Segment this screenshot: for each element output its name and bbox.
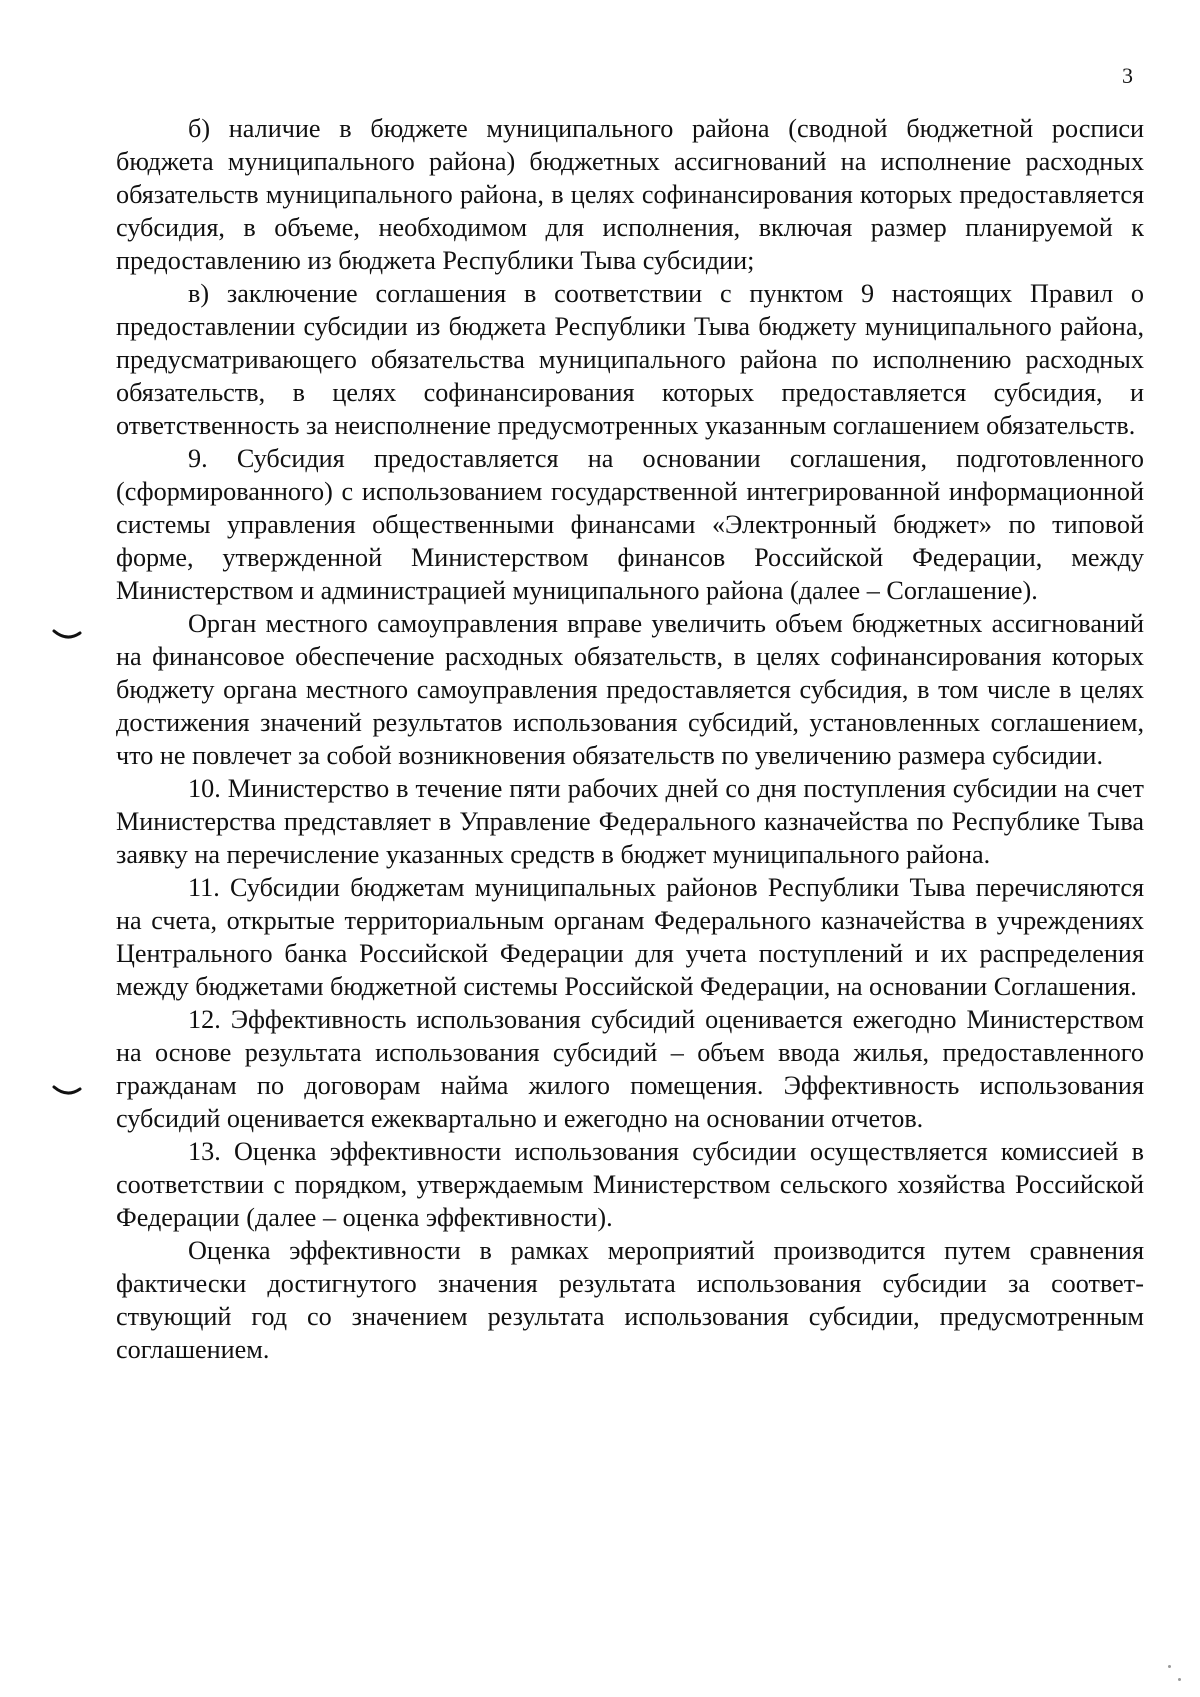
paragraph-9: 9. Субсидия предоставляется на основании соглашения, подготовленного (сформированного) с использованием государственной интегрированной информационной системы управления общественными финансами «Электронный бюджет» по типовой форме, утвержденной Министерством финансов Российской Федерации, между Министерством и администрацией муниципального района (далее – Соглашение).	[116, 444, 1144, 605]
scan-speck	[1178, 1678, 1181, 1681]
paragraph-8v: в) заключение соглашения в соответствии с пунктом 9 настоящих Правил о предоставлении субсидии из бюджета Республики Тыва бюджету муниципального района, предусматривающего обязательства муниципального района по исполнению расходных обязательств, в целях софинансирования которых предоставляется субсидия, и ответственность за неисполнение предусмотренных указанным соглашением обязательств.	[116, 279, 1144, 440]
paragraph-11: 11. Субсидии бюджетам муниципальных районов Республики Тыва перечисляются на счета, открытые территориальным органам Федерального казначейства в учреждениях Центрального банка Российской Федерации для учета поступлений и их распределения между бюджетами бюджетной системы Российской Федерации, на основании Соглашения.	[116, 873, 1144, 1001]
paragraph-8b: б) наличие в бюджете муниципального района (сводной бюджетной росписи бюджета муниципального района) бюджетных ассигнований на исполнение расходных обязательств муниципального района, в целях софинансирования которых предоставляется субсидия, в объеме, необходимом для исполнения, включая размер планируемой к предоставлению из бюджета Республики Тыва субсидии;	[116, 114, 1144, 275]
page-number: 3	[1122, 63, 1133, 88]
paragraph-13-evaluation: Оценка эффективности в рамках мероприятий производится путем сравнения фактически достигнутого значения результата использования субсидии за соответствующий год со значением результата использования субсидии, предусмотренным соглашением.	[116, 1236, 1144, 1364]
paragraph-10: 10. Министерство в течение пяти рабочих дней со дня поступления субсидии на счет Министерства представляет в Управление Федерального казначейства по Республике Тыва заявку на перечисление указанных средств в бюджет муниципального района.	[116, 774, 1144, 869]
hole-punch-mark-icon	[52, 628, 82, 642]
scan-speck	[1168, 1665, 1171, 1668]
paragraph-13: 13. Оценка эффективности использования субсидии осуществляется комиссией в соответствии с порядком, утверждаемым Министерством сельского хозяйства Российской Федерации (далее – оценка эффективности).	[116, 1137, 1144, 1232]
document-body	[116, 112, 1144, 1366]
hole-punch-mark-icon	[52, 1084, 82, 1098]
paragraph-9-local-authority: Орган местного самоуправления вправе увеличить объем бюджетных ассигнований на финансовое обеспечение расходных обязательств, в целях софинансирования которых бюджету органа местного самоуправления предоставляется субсидия, в том числе в целях достижения значений результатов использования субсидий, установленных соглашением, что не повлечет за собой возникновения обязательств по увеличению размера субсидии.	[116, 609, 1144, 770]
paragraph-12: 12. Эффективность использования субсидий оценивается ежегодно Министерством на основе результата использования субсидий – объем ввода жилья, предоставленного гражданам по договорам найма жилого помещения. Эффективность использования субсидий оценивается ежеквартально и ежегодно на основании отчетов.	[116, 1005, 1144, 1133]
